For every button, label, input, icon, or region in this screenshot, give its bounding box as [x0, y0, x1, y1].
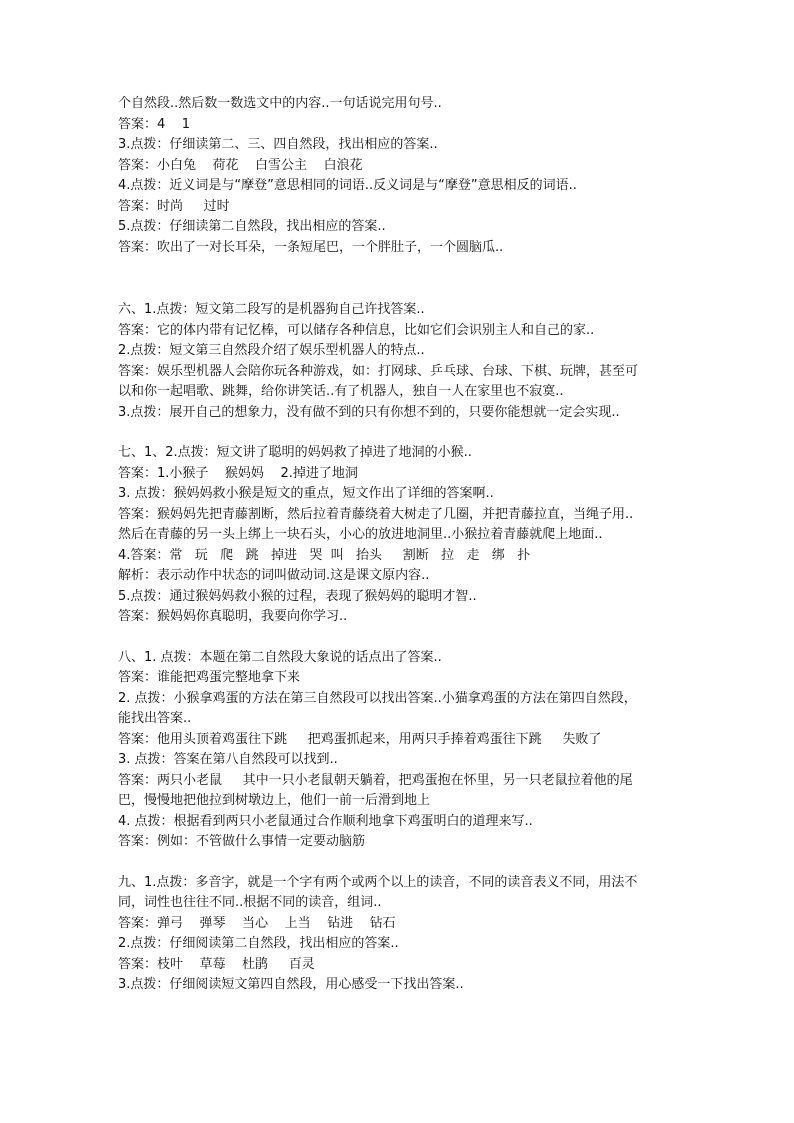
- text-line: 4.点拨：近义词是与“摩登”意思相同的词语..反义词是与“摩登”意思相反的词语..: [118, 178, 577, 193]
- section-9-answers: [118, 873, 688, 996]
- text-line: 3.点拨：展开自己的想象力，没有做不到的只有你想不到的，只要你能想就一定会实现..: [118, 404, 620, 420]
- text-line: 答案：小白兔 荷花 白雪公主 白浪花: [118, 157, 363, 173]
- text-line: 答案：他用头顶着鸡蛋往下跳 把鸡蛋抓起来，用两只手捧着鸡蛋往下跳 失败了: [118, 731, 602, 747]
- text-line: 以和你一起唱歌、跳舞，给你讲笑话..有了机器人，独自一人在家里也不寂寞..: [118, 384, 564, 399]
- text-line: 3.点拨：仔细阅读短文第四自然段，用心感受一下找出答案..: [118, 977, 464, 992]
- text-line: 5.点拨：通过猴妈妈救小猴的过程，表现了猴妈妈的聪明才智..: [118, 588, 477, 604]
- section-6-answers: [118, 300, 688, 423]
- text-line: 3.点拨：仔细读第二、三、四自然段，找出相应的答案..: [118, 137, 438, 152]
- text-line: 4. 点拨：根据看到两只小老鼠通过合作顺利地拿下鸡蛋明白的道理来写..: [118, 813, 533, 829]
- text-line: 答案：弹弓 弹琴 当心 上当 钻进 钻石: [118, 915, 396, 931]
- text-line: 答案：两只小老鼠 其中一只小老鼠朝天躺着，把鸡蛋抱在怀里，另一只老鼠拉着他的尾: [118, 772, 633, 788]
- text-line: 2.点拨：短文第三自然段介绍了娱乐型机器人的特点..: [118, 343, 425, 358]
- text-line: 答案：吹出了一对长耳朵，一条短尾巴，一个胖肚子，一个圆脑瓜..: [118, 239, 504, 255]
- text-line: 巴，慢慢地把他拉到树墩边上，他们一前一后滑到地上: [118, 793, 431, 808]
- text-line: 答案：猴妈妈你真聪明，我要向你学习..: [118, 609, 348, 624]
- text-line: 答案：1.小猴子 猴妈妈 2.掉进了地洞: [118, 465, 358, 481]
- text-line: 3. 点拨：答案在第八自然段可以找到..: [118, 752, 338, 767]
- section-heading-line: 七、1、2.点拨：短文讲了聪明的妈妈救了掉进了地洞的小猴..: [118, 445, 472, 460]
- section-spacer: [118, 423, 688, 443]
- text-line: 答案：它的体内带有记忆棒，可以储存各种信息，比如它们会识别主人和自己的家..: [118, 322, 595, 338]
- text-line: 能找出答案..: [118, 711, 192, 726]
- section-spacer: [118, 258, 688, 300]
- text-line: 答案：娱乐型机器人会陪你玩各种游戏，如：打网球、乒乓球、台球、下棋、玩牌，甚至可: [118, 363, 639, 379]
- text-line: 答案：时尚 过时: [118, 198, 230, 214]
- section-heading-line: 六、1.点拨：短文第二段写的是机器狗自己许找答案..: [118, 302, 425, 317]
- text-line: 4.答案：常 玩 爬 跳 掉进 哭 叫 抬头 割断 拉 走 绑 扑: [118, 547, 531, 563]
- text-line: 然后在青藤的另一头上绑上一块石头，小心的放进地洞里..小猴拉着青藤就爬上地面..: [118, 527, 603, 542]
- text-line: 5.点拨：仔细读第二自然段，找出相应的答案..: [118, 219, 386, 234]
- text-line: 答案：4 1: [118, 116, 191, 132]
- text-line: 答案：枝叶 草莓 杜鹃 百灵: [118, 956, 315, 972]
- section-7-answers: [118, 443, 688, 628]
- text-line: 答案：猴妈妈先把青藤割断，然后拉着青藤绕着大树走了几圈，并把青藤拉直，当绳子用..: [118, 506, 634, 522]
- text-line: 答案：谁能把鸡蛋完整地拿下来: [118, 670, 301, 685]
- text-line: 解析：表示动作中状态的词叫做动词.这是课文原内容..: [118, 568, 430, 583]
- section-heading-line: 八、1. 点拨：本题在第二自然段大象说的话点出了答案..: [118, 649, 442, 665]
- text-line: 答案：例如：不管做什么事情一定要动脑筋: [118, 834, 366, 849]
- text-line: 2. 点拨：小猴拿鸡蛋的方法在第三自然段可以找出答案..小猫拿鸡蛋的方法在第四自然段，: [118, 690, 637, 706]
- section-8-answers: [118, 648, 688, 853]
- text-line: 3. 点拨：猴妈妈救小猴是短文的重点，短文作出了详细的答案啊..: [118, 486, 494, 501]
- section-spacer: [118, 853, 688, 873]
- text-line: 2.点拨：仔细阅读第二自然段，找出相应的答案..: [118, 936, 399, 951]
- section-spacer: [118, 628, 688, 648]
- text-line: 同，词性也往往不同..根据不同的读音，组词..: [118, 895, 382, 910]
- answer-text-body: [118, 94, 688, 996]
- section-5-answers: [118, 94, 688, 258]
- section-heading-line: 九、1.点拨：多音字，就是一个字有两个或两个以上的读音，不同的读音表义不同，用法不: [118, 874, 638, 890]
- text-line: 个自然段..然后数一数选文中的内容..一句话说完用句号..: [118, 96, 442, 111]
